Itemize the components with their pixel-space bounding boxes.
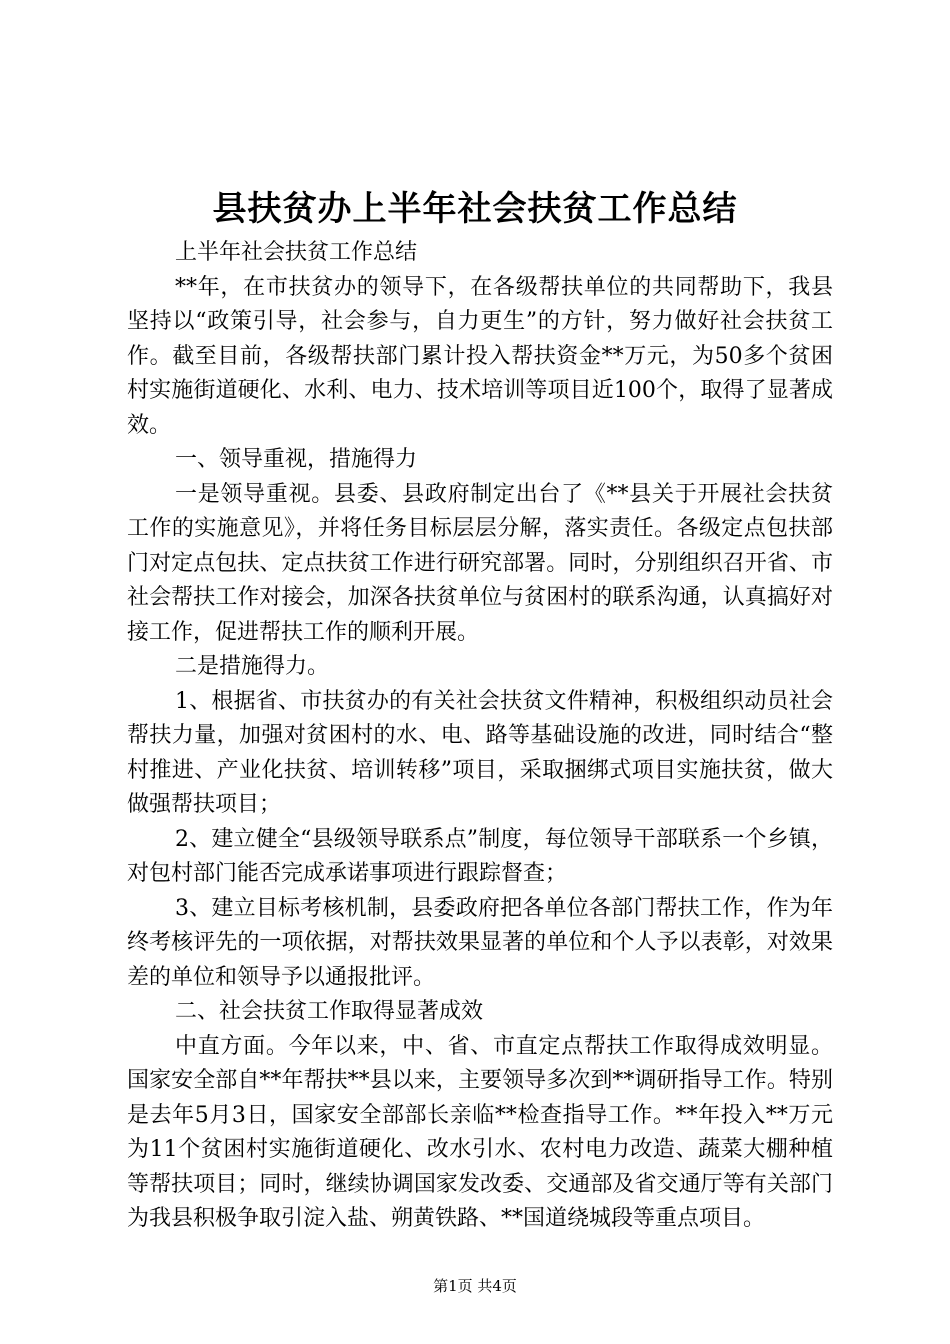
paragraph-measure-2: 2、建立健全“县级领导联系点”制度，每位领导干部联系一个乡镇，对包村部门能否完成承诺事项进行跟踪督查； [127, 826, 833, 886]
paragraph-measure-1: 1、根据省、市扶贫办的有关社会扶贫文件精神，积极组织动员社会帮扶力量，加强对贫困村的水、电、路等基础设施的改进，同时结合“整村推进、产业化扶贫、培训转移”项目，采取捆绑式项目实施扶贫，做大做强帮扶项目； [127, 688, 833, 817]
document-title: 县扶贫办上半年社会扶贫工作总结 [212, 189, 738, 229]
paragraph-subtitle: 上半年社会扶贫工作总结 [175, 240, 418, 265]
page-number: 第1页 共4页 [433, 1277, 517, 1295]
paragraph-central: 中直方面。今年以来，中、省、市直定点帮扶工作取得成效明显。国家安全部自**年帮扶**县以来，主要领导多次到**调研指导工作。特别是去年5月3日，国家安全部部长亲临**检查指导工作。**年投入**万元为11个贫困村实施街道硬化、改水引水、农村电力改造、蔬菜大棚种植等帮扶项目；同时，继续协调国家发改委、交通部及省交通厅等有关部门为我县积极争取引淀入盐、朔黄铁路、**国道绕城段等重点项目。 [127, 1033, 833, 1231]
paragraph-intro: **年，在市扶贫办的领导下，在各级帮扶单位的共同帮助下，我县坚持以“政策引导，社会参与，自力更生”的方针，努力做好社会扶贫工作。截至目前，各级帮扶部门累计投入帮扶资金**万元，为50多个贫困村实施街道硬化、水利、电力、技术培训等项目近100个，取得了显著成效。 [127, 274, 833, 438]
section-heading-2: 二、社会扶贫工作取得显著成效 [175, 999, 484, 1024]
section-heading-1: 一、领导重视，措施得力 [175, 447, 418, 472]
document-body [127, 236, 833, 1237]
paragraph-measure-3: 3、建立目标考核机制，县委政府把各单位各部门帮扶工作，作为年终考核评先的一项依据，对帮扶效果显著的单位和个人予以表彰，对效果差的单位和领导予以通报批评。 [127, 895, 833, 990]
paragraph-measures-heading: 二是措施得力。 [175, 654, 330, 679]
paragraph-leadership: 一是领导重视。县委、县政府制定出台了《**县关于开展社会扶贫工作的实施意见》，并将任务目标层层分解，落实责任。各级定点包扶部门对定点包扶、定点扶贫工作进行研究部署。同时，分别组织召开省、市社会帮扶工作对接会，加深各扶贫单位与贫困村的联系沟通，认真搞好对接工作，促进帮扶工作的顺利开展。 [127, 481, 833, 645]
